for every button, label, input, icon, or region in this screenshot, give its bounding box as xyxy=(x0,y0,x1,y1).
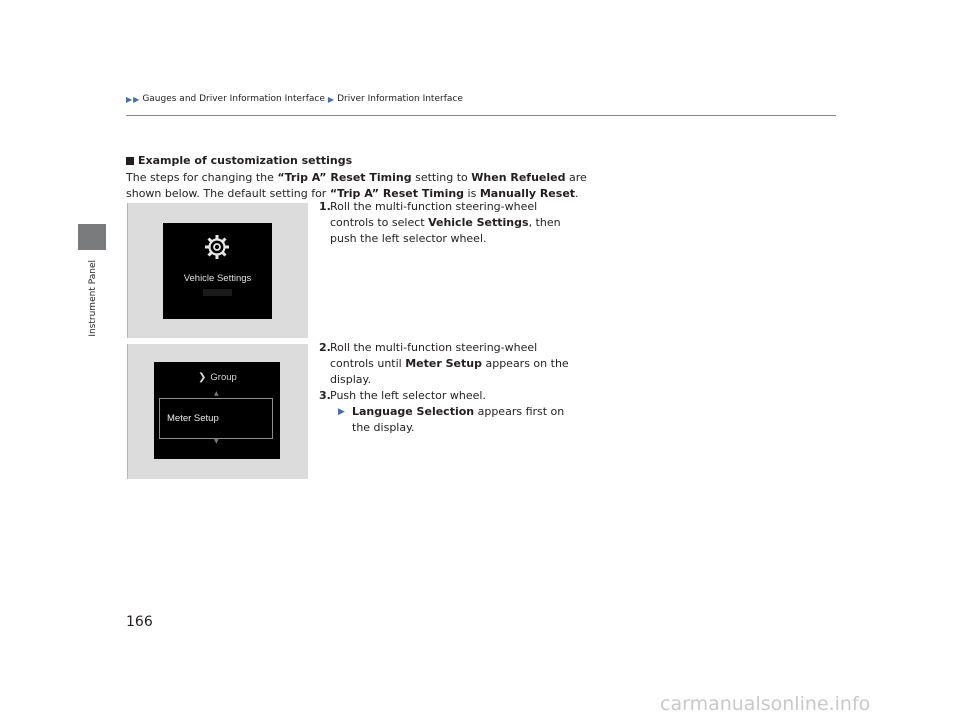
chevron-right-icon: ❯ xyxy=(198,372,207,383)
intro-line-1: The steps for changing the “Trip A” Reset Timing setting to When Refueled are xyxy=(126,171,587,184)
display-screen-meter-setup xyxy=(154,362,280,459)
step-2: 2. Roll the multi-function steering-wheel controls until Meter Setup appears on the display. xyxy=(319,341,569,386)
vehicle-settings-label: Vehicle Settings xyxy=(183,273,252,284)
gear-icon xyxy=(203,233,231,261)
triangle-icon: ▶ xyxy=(327,94,335,104)
group-row: ❯ Group xyxy=(198,372,237,383)
step-3: 3. Push the left selector wheel. ▶ Language Selection appears first on the display. xyxy=(314,388,569,436)
square-bullet-icon xyxy=(126,157,134,165)
meter-setup-label: Meter Setup xyxy=(167,413,219,424)
triangle-icon: ▶ xyxy=(126,94,133,104)
up-arrow-icon: ▲ xyxy=(214,390,219,397)
result-arrow-icon: ▶ xyxy=(338,407,345,417)
down-arrow-icon: ▼ xyxy=(214,438,219,445)
step-3-result: ▶ Language Selection appears first on the display. xyxy=(338,405,565,434)
triangle-icon: ▶ xyxy=(133,94,140,104)
chapter-tab xyxy=(78,224,106,250)
watermark: carmanualsonline.info xyxy=(660,693,871,715)
breadcrumb-subsection[interactable]: Driver Information Interface xyxy=(337,94,463,104)
section-heading: Example of customization settings xyxy=(126,154,352,167)
step-1: 1. Roll the multi-function steering-wheel controls to select Vehicle Settings, then push the left selector wheel. xyxy=(319,200,561,245)
breadcrumb xyxy=(126,94,463,104)
breadcrumb-section[interactable]: Gauges and Driver Information Interface xyxy=(142,94,325,104)
page-number: 166 xyxy=(126,614,153,630)
header-rule xyxy=(126,115,836,116)
chapter-label: Instrument Panel xyxy=(88,259,98,337)
intro-line-2: shown below. The default setting for “Trip A” Reset Timing is Manually Reset. xyxy=(126,187,579,200)
intro-paragraph xyxy=(126,170,587,202)
selection-indicator xyxy=(203,289,232,296)
display-screen-vehicle-settings xyxy=(163,223,272,319)
steps-2-3 xyxy=(314,340,569,436)
